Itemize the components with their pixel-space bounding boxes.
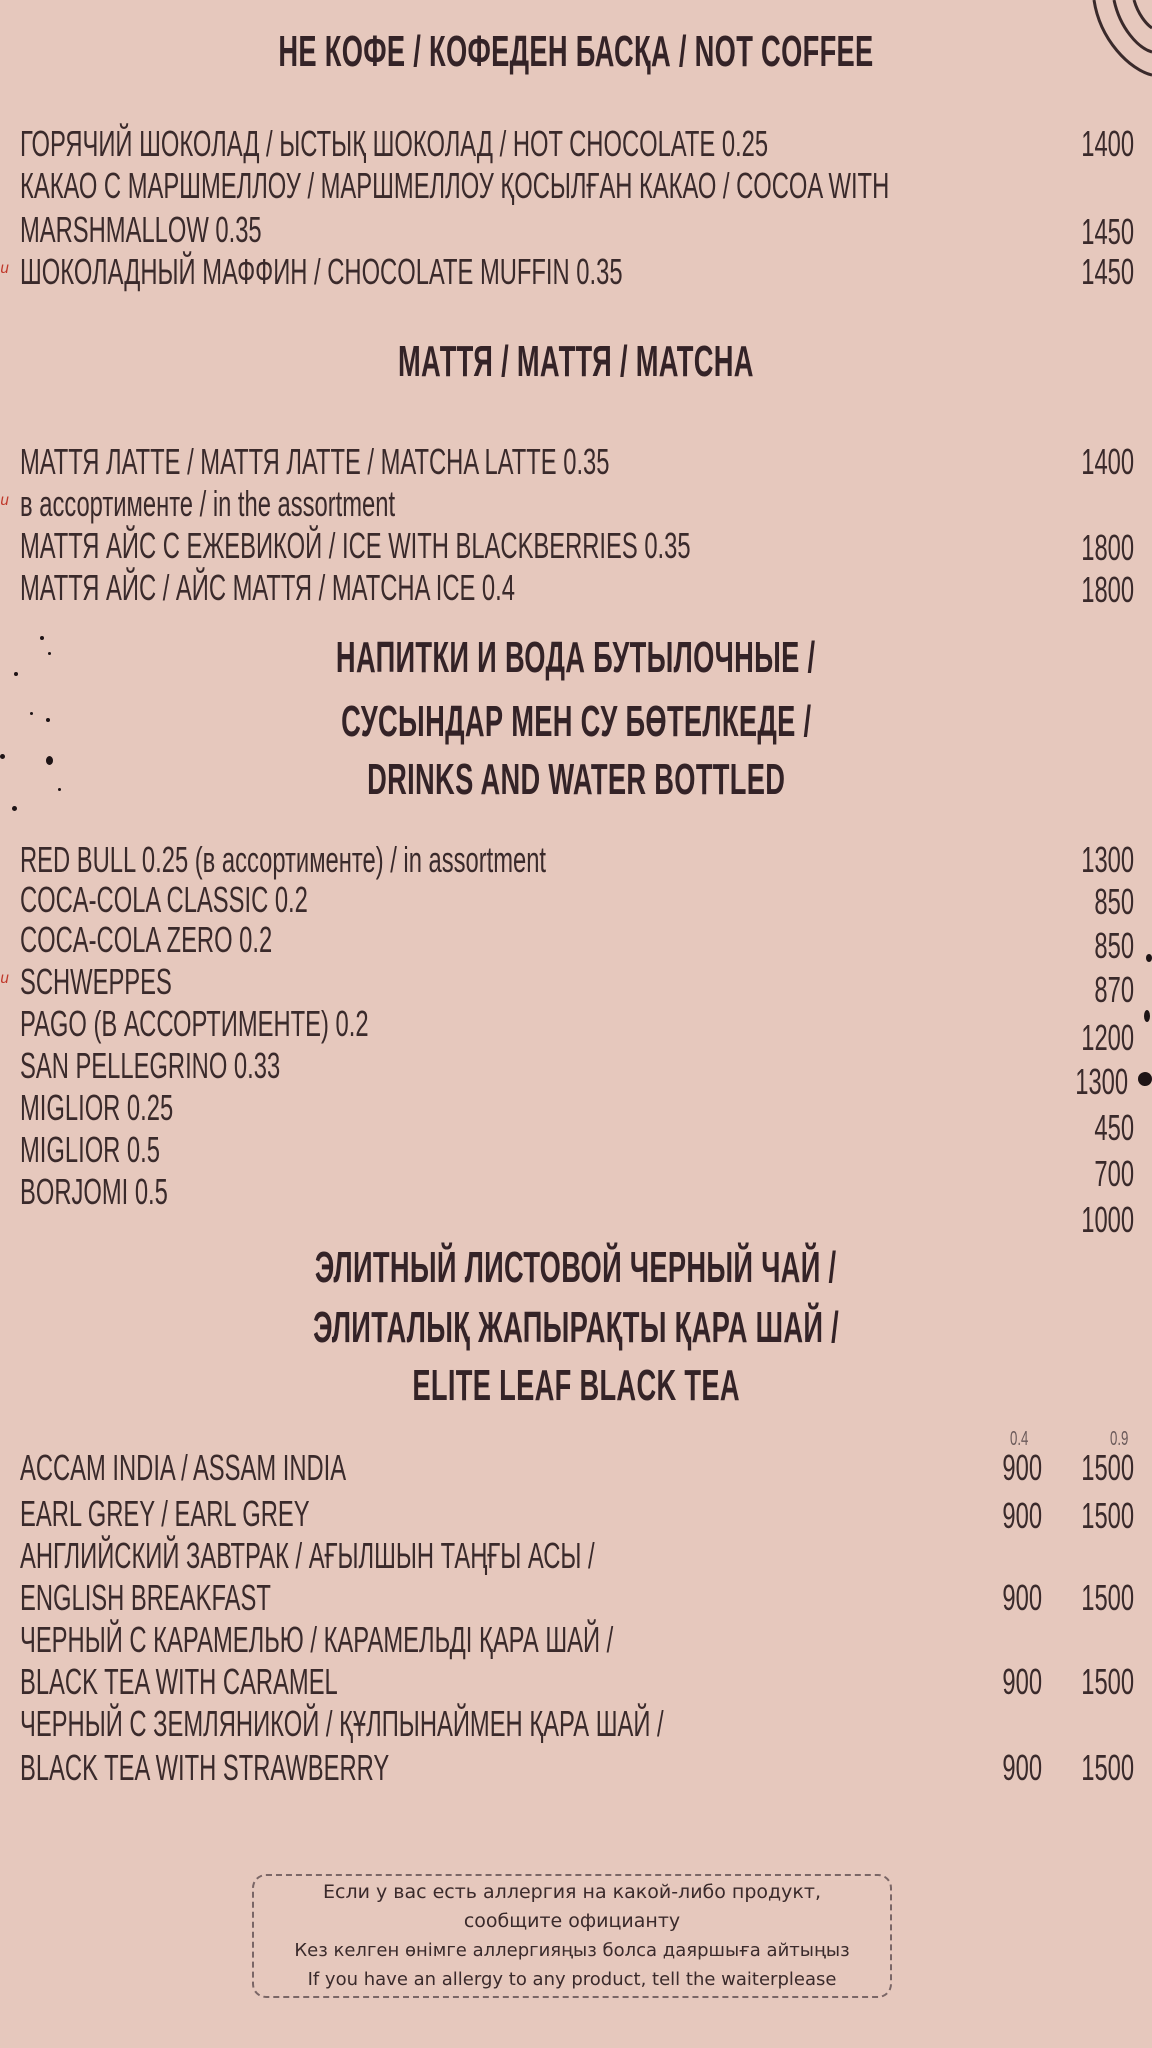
- allergy-notice-box: [252, 1874, 892, 1998]
- price-coca-cola-classic: 850: [1094, 881, 1134, 922]
- section-title-matcha: МАТТЯ / МАТТЯ / MATCHA: [398, 337, 754, 386]
- menu-item-cocoa-line1: КАКАО С МАРШМЕЛЛОУ / МАРШМЕЛЛОУ ҚОСЫЛҒАН КАКАО / COCOA WITH: [20, 165, 890, 206]
- allergy-notice-ru-line2: сообщите официанту: [463, 1910, 681, 1932]
- section-title-drinks-line2: СУСЫНДАР МЕН СУ БӨТЕЛКЕДЕ /: [340, 697, 812, 746]
- section-title-tea-line2: ЭЛИТАЛЫҚ ЖАПЫРАҚТЫ ҚАРА ШАЙ /: [313, 1303, 839, 1352]
- section-title-drinks-line3: DRINKS AND WATER BOTTLED: [366, 755, 786, 804]
- price-assam-large: 1500: [1081, 1447, 1134, 1488]
- column-header-0-9: 0.9: [1110, 1428, 1129, 1450]
- section-title-not-coffee: НЕ КОФЕ / КОФЕДЕН БАСҚА / NOT COFFEE: [278, 27, 874, 76]
- allergy-notice-en: If you have an allergy to any product, tell the waiterplease: [307, 1969, 837, 1990]
- pepper-mark-icon: ᵘ: [0, 258, 8, 283]
- menu-item-coca-cola-classic: COCA-COLA CLASSIC 0.2: [20, 879, 308, 920]
- price-matcha-ice: 1800: [1081, 569, 1134, 610]
- allergy-notice-ru-line1: Если у вас есть аллергия на какой-либо продукт,: [323, 1881, 821, 1903]
- menu-item-cocoa-line2: MARSHMALLOW 0.35: [20, 209, 262, 250]
- menu-item-earl-grey: EARL GREY / EARL GREY: [20, 1493, 310, 1534]
- column-header-0-4: 0.4: [1010, 1428, 1029, 1450]
- menu-item-strawberry-tea-line2: BLACK TEA WITH STRAWBERRY: [20, 1747, 390, 1788]
- price-matcha-ice-blackberry: 1800: [1081, 527, 1134, 568]
- menu-item-caramel-tea-line2: BLACK TEA WITH CARAMEL: [20, 1661, 338, 1702]
- menu-note-assortment: в ассортименте / in the assortment: [20, 483, 396, 524]
- price-assam-small: 900: [1002, 1447, 1042, 1488]
- price-english-breakfast-small: 900: [1002, 1577, 1042, 1618]
- price-strawberry-tea-small: 900: [1002, 1747, 1042, 1788]
- menu-item-hot-chocolate: ГОРЯЧИЙ ШОКОЛАД / ЫСТЫҚ ШОКОЛАД / HOT CHOCOLATE 0.25: [20, 123, 769, 164]
- pepper-mark-icon: ᵘ: [0, 490, 8, 515]
- price-chocolate-muffin: 1450: [1081, 251, 1134, 292]
- price-earl-grey-small: 900: [1002, 1495, 1042, 1536]
- menu-item-borjomi: BORJOMI 0.5: [20, 1171, 168, 1212]
- section-title-drinks-line1: НАПИТКИ И ВОДА БУТЫЛОЧНЫЕ /: [336, 633, 816, 682]
- price-miglior-025: 450: [1094, 1107, 1134, 1148]
- price-caramel-tea-large: 1500: [1081, 1661, 1134, 1702]
- price-pago: 1200: [1081, 1017, 1134, 1058]
- menu-item-red-bull: RED BULL 0.25 (в ассортименте) / in assortment: [20, 839, 547, 880]
- menu-item-matcha-ice: МАТТЯ АЙС / АЙС МАТТЯ / MATCHA ICE 0.4: [20, 567, 515, 608]
- price-earl-grey-large: 1500: [1081, 1495, 1134, 1536]
- menu-item-san-pellegrino: SAN PELLEGRINO 0.33: [20, 1045, 281, 1086]
- menu-item-coca-cola-zero: COCA-COLA ZERO 0.2: [20, 919, 273, 960]
- menu-item-matcha-latte: МАТТЯ ЛАТТЕ / МАТТЯ ЛАТТЕ / MATCHA LATTE 0.35: [20, 441, 610, 482]
- menu-item-schweppes: SCHWEPPES: [20, 961, 172, 1002]
- price-cocoa: 1450: [1081, 211, 1134, 252]
- menu-item-caramel-tea-line1: ЧЕРНЫЙ С КАРАМЕЛЬЮ / КАРАМЕЛЬДІ ҚАРА ШАЙ /: [20, 1619, 614, 1660]
- price-matcha-latte: 1400: [1081, 441, 1134, 482]
- menu-item-assam: ACCAM INDIA / ASSAM INDIA: [20, 1447, 347, 1488]
- section-title-tea-line1: ЭЛИТНЫЙ ЛИСТОВОЙ ЧЕРНЫЙ ЧАЙ /: [315, 1243, 837, 1292]
- menu-item-chocolate-muffin: ШОКОЛАДНЫЙ МАФФИН / CHOCOLATE MUFFIN 0.35: [20, 251, 623, 292]
- menu-item-miglior-025: MIGLIOR 0.25: [20, 1087, 174, 1128]
- price-miglior-05: 700: [1094, 1153, 1134, 1194]
- menu-item-english-breakfast-line2: ENGLISH BREAKFAST: [20, 1577, 271, 1618]
- menu-item-matcha-ice-blackberry: МАТТЯ АЙС С ЕЖЕВИКОЙ / ICE WITH BLACKBERRIES 0.35: [20, 525, 691, 566]
- price-red-bull: 1300: [1081, 839, 1134, 880]
- price-strawberry-tea-large: 1500: [1081, 1747, 1134, 1788]
- menu-item-miglior-05: MIGLIOR 0.5: [20, 1129, 160, 1170]
- price-hot-chocolate: 1400: [1081, 123, 1134, 164]
- section-title-tea-line3: ELITE LEAF BLACK TEA: [412, 1361, 740, 1410]
- price-san-pellegrino: 1300: [1075, 1061, 1128, 1102]
- menu-item-english-breakfast-line1: АНГЛИЙСКИЙ ЗАВТРАК / АҒЫЛШЫН ТАҢҒЫ АСЫ /: [20, 1535, 595, 1576]
- allergy-notice-kz: Кез келген өнімге аллергияңыз болса даяршыға айтыңыз: [294, 1940, 850, 1961]
- price-borjomi: 1000: [1081, 1199, 1134, 1240]
- price-caramel-tea-small: 900: [1002, 1661, 1042, 1702]
- pepper-mark-icon: ᵘ: [0, 968, 8, 993]
- price-schweppes: 870: [1094, 969, 1134, 1010]
- price-coca-cola-zero: 850: [1094, 925, 1134, 966]
- menu-item-pago: PAGO (В АССОРТИМЕНТЕ) 0.2: [20, 1003, 369, 1044]
- price-english-breakfast-large: 1500: [1081, 1577, 1134, 1618]
- menu-item-strawberry-tea-line1: ЧЕРНЫЙ С ЗЕМЛЯНИКОЙ / ҚҰЛПЫНАЙМЕН ҚАРА ШАЙ /: [20, 1703, 664, 1744]
